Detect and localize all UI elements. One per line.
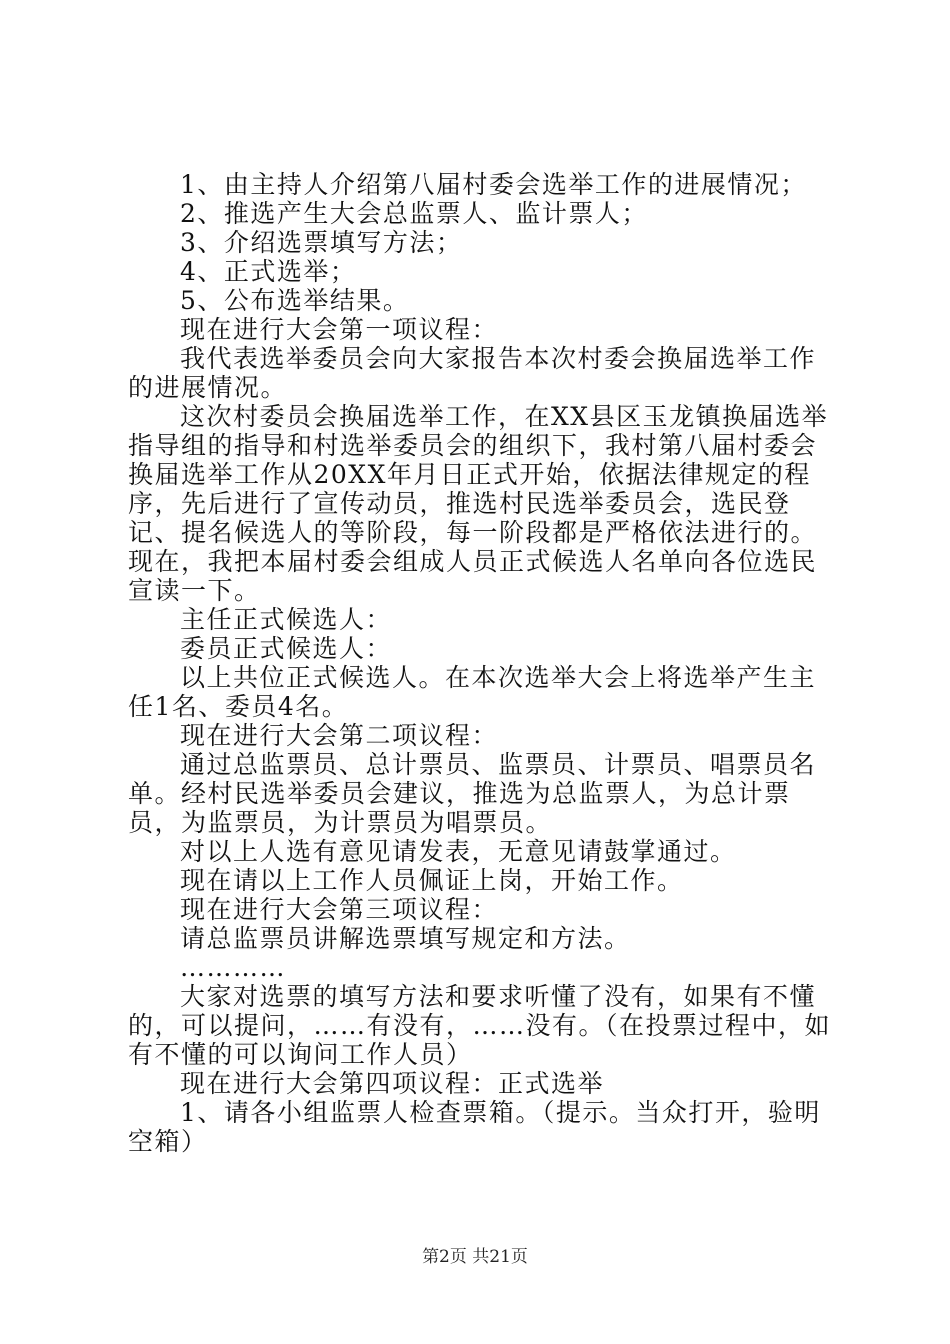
agenda-heading-4: 现在进行大会第四项议程：正式选举 bbox=[180, 1069, 605, 1098]
agenda-heading-3: 现在进行大会第三项议程： bbox=[180, 895, 499, 924]
agenda-heading-1: 现在进行大会第一项议程： bbox=[180, 315, 499, 344]
approval-request-line: 对以上人选有意见请发表，无意见请鼓掌通过。 bbox=[180, 837, 737, 866]
ellipsis-line: ………… bbox=[180, 953, 286, 982]
report-intro-paragraph: 我代表选举委员会向大家报告本次村委会换届选举工作的进展情况。 bbox=[128, 344, 817, 402]
ballot-box-check-paragraph: 1、请各小组监票人检查票箱。（提示。当众打开，验明空箱） bbox=[128, 1098, 821, 1156]
election-process-paragraph: 这次村委员会换届选举工作，在XX县区玉龙镇换届选举指导组的指导和村选举委员会的组织下，我村第八届村委会换届选举工作从20XX年月日正式开始，依据法律规定的程序，先后进行了宣传动员，推选村民选举委员会，选民登记、提名候选人的等阶段，每一阶段都是严格依法进行的。现在，我把本届村委会组成人员正式候选人名单向各位选民宣读一下。 bbox=[128, 402, 829, 605]
candidate-summary-paragraph: 以上共位正式候选人。在本次选举大会上将选举产生主任1名、委员4名。 bbox=[128, 663, 817, 721]
ballot-explanation-line: 请总监票员讲解选票填写规定和方法。 bbox=[180, 924, 631, 953]
document-body bbox=[128, 170, 838, 1156]
agenda-item-2: 2、推选产生大会总监票人、监计票人； bbox=[180, 199, 648, 228]
staff-list-paragraph: 通过总监票员、总计票员、监票员、计票员、唱票员名单。经村民选举委员会建议，推选为总监票人，为总计票员，为监票员，为计票员为唱票员。 bbox=[128, 750, 817, 837]
page-number: 第2页 共21页 bbox=[422, 1247, 528, 1267]
agenda-item-5: 5、公布选举结果。 bbox=[180, 286, 410, 315]
agenda-heading-2: 现在进行大会第二项议程： bbox=[180, 721, 499, 750]
member-candidates-line: 委员正式候选人： bbox=[180, 634, 393, 663]
questions-paragraph: 大家对选票的填写方法和要求听懂了没有，如果有不懂的，可以提问，……有没有，……没有。（在投票过程中，如有不懂的可以询问工作人员） bbox=[128, 982, 832, 1069]
staff-start-work-line: 现在请以上工作人员佩证上岗，开始工作。 bbox=[180, 866, 684, 895]
agenda-item-1: 1、由主持人介绍第八届村委会选举工作的进展情况； bbox=[180, 170, 807, 199]
agenda-item-3: 3、介绍选票填写方法； bbox=[180, 228, 463, 257]
page-footer bbox=[0, 1246, 950, 1268]
director-candidates-line: 主任正式候选人： bbox=[180, 605, 393, 634]
agenda-item-4: 4、正式选举； bbox=[180, 257, 357, 286]
